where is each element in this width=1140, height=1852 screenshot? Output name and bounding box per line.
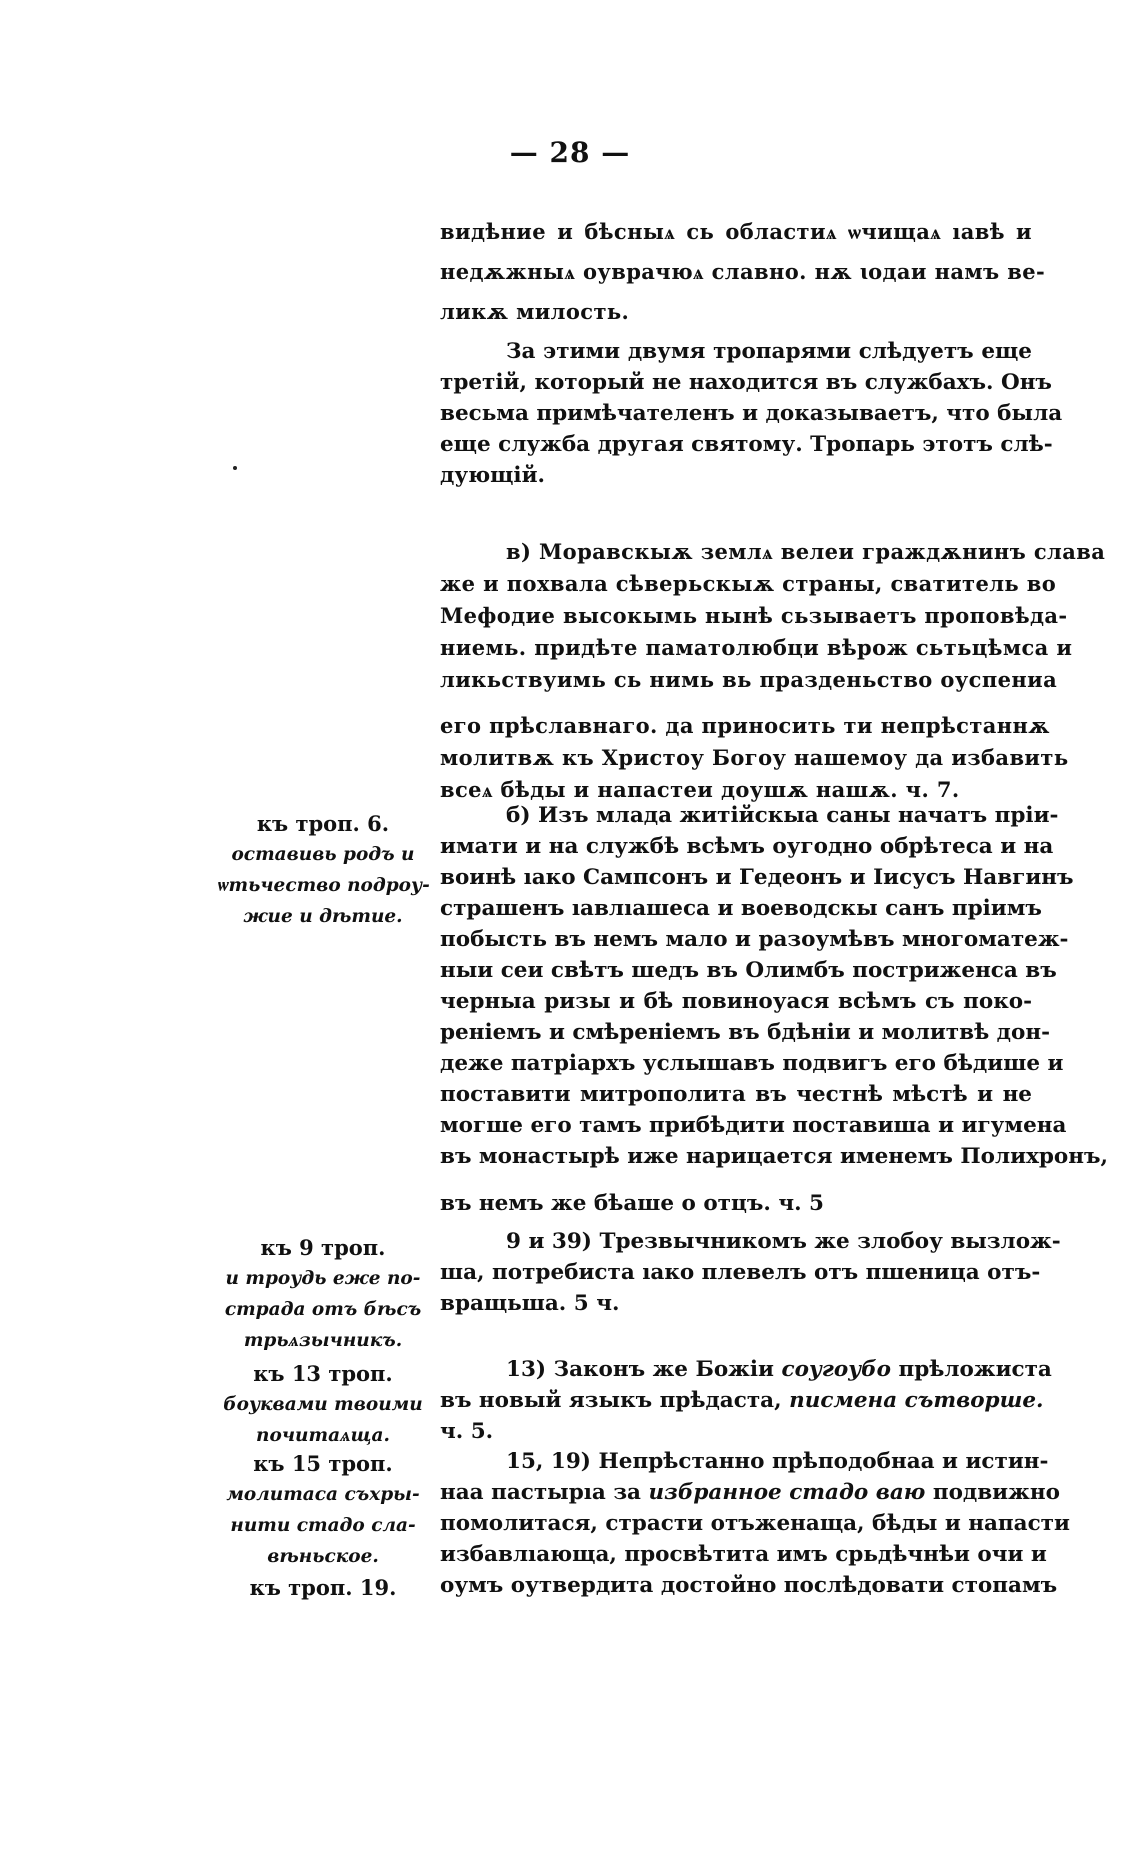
text-line: страшенъ ıавлıашеса и воеводскы санъ пріимъ xyxy=(440,896,1042,921)
text-line: За этими двумя тропарями слѣдуетъ еще xyxy=(506,339,1032,364)
text-line: въ немъ же бѣаше о отцъ. ч. 5 xyxy=(440,1191,825,1216)
text-line xyxy=(440,1354,1052,1385)
russian-paragraph-5 xyxy=(440,1446,1070,1601)
margin-note-line: вѣньское. xyxy=(267,1546,379,1567)
slavonic-troparion xyxy=(440,536,1106,806)
text-line: Мефодие высокымь нынѣ сьзываетъ проповѣда- xyxy=(440,603,1068,628)
ink-speck xyxy=(233,466,237,470)
text-line: реніемъ и смѣреніемъ въ бдѣніи и молитвѣ дон- xyxy=(440,1020,1050,1045)
text-line: избавлıающа, просвѣтита имъ срьдѣчнѣи очи и xyxy=(440,1542,1047,1567)
margin-note-heading: къ троп. 6. xyxy=(256,811,390,836)
text-run: наа пастырıа за xyxy=(440,1480,641,1505)
text-line: поставити митрополита въ честнѣ мѣстѣ и не xyxy=(440,1082,1032,1107)
text-line: в) Моравскыѫ землѧ велеи граждѫнинъ слава xyxy=(506,539,1106,564)
text-line: дующій. xyxy=(440,463,546,488)
text-line: его прѣславнаго. да приносить ти непрѣстаннѫ xyxy=(440,713,1050,738)
russian-paragraph-4 xyxy=(440,1354,1052,1447)
text-run: прѣложиста xyxy=(898,1357,1052,1382)
text-line: ниемь. придѣте паматолюбци вѣрож сьтьцѣмса и xyxy=(440,635,1073,660)
text-line: ныи сеи свѣтъ шедъ въ Олимбъ постриженса въ xyxy=(440,958,1057,983)
margin-note-line: и троудь еже по- xyxy=(225,1268,421,1289)
text-line: видѣние и бѣсныѧ сь областиѧ ѡчищаѧ ıавѣ и xyxy=(440,219,1032,244)
text-line: 15, 19) Непрѣстанно прѣподобнаа и истин- xyxy=(506,1449,1049,1474)
text-line: помолитася, страсти отъженаща, бѣды и напасти xyxy=(440,1511,1070,1536)
margin-note-line: трьѧзычникъ. xyxy=(243,1330,403,1351)
text-line: третій, который не находится въ службахъ. Онъ xyxy=(440,370,1052,395)
text-line: имати и на службѣ всѣмъ оугодно обрѣтеса и на xyxy=(440,834,1054,859)
margin-note-heading: къ 9 троп. xyxy=(260,1235,386,1260)
text-line: могше его тамъ прибѣдити поставиша и игумена xyxy=(440,1113,1067,1138)
text-line: ч. 5. xyxy=(440,1419,494,1444)
text-line: ликьствуимь сь нимь вь празденьство оуспениа xyxy=(440,667,1058,692)
text-line: побысть въ немъ мало и разоумѣвъ многоматеж- xyxy=(440,927,1069,952)
margin-note-trop-9 xyxy=(218,1232,428,1356)
text-line: весьма примѣчателенъ и доказываетъ, что была xyxy=(440,401,1063,426)
text-line: воинѣ ıако Сампсонъ и Гедеонъ и Іисусъ Навгинъ xyxy=(440,865,1074,890)
margin-note-line: боуквами твоими xyxy=(223,1394,423,1415)
margin-note-line: ѡтьчество подроу- xyxy=(218,875,430,896)
margin-note-trop-13 xyxy=(218,1358,428,1451)
text-line: деже патріархъ услышавъ подвигъ его бѣдише и xyxy=(440,1051,1064,1076)
text-line: б) Изъ млада житійскыа саны начатъ пріи- xyxy=(506,803,1059,828)
margin-note-line: страда отъ бѣсъ xyxy=(224,1299,422,1320)
text-line: оумъ оутвердита достойно послѣдовати стопамъ xyxy=(440,1573,1058,1598)
text-run: въ новый языкъ прѣдаста, xyxy=(440,1388,782,1413)
margin-note-trop-19 xyxy=(218,1572,428,1603)
russian-paragraph-1 xyxy=(440,336,1063,491)
russian-paragraph-3 xyxy=(440,1226,1061,1319)
margin-note-line: нити стадо сла- xyxy=(230,1515,416,1536)
margin-note-line: молитаса съхры- xyxy=(226,1484,420,1505)
text-line: молитвѫ къ Христоу Богоу нашемоу да избавить xyxy=(440,745,1069,770)
text-line xyxy=(440,1385,1044,1416)
text-run: 13) Законъ же Божіи xyxy=(506,1357,775,1382)
russian-paragraph-2 xyxy=(440,800,1108,1219)
italic-run: соугоубо xyxy=(781,1357,891,1382)
text-line: всеѧ бѣды и напастеи доушѫ нашѫ. ч. 7. xyxy=(440,777,960,802)
text-line xyxy=(440,1477,1060,1508)
margin-note-trop-6 xyxy=(218,808,428,932)
text-line: же и похвала сѣверьскыѫ страны, сватитель во xyxy=(440,571,1057,596)
text-line: недѫжныѧ оуврачюѧ славно. нѫ ꙇодаи намъ ве- xyxy=(440,259,1046,284)
text-line: ша, потребиста ıако плевелъ отъ пшеница отъ- xyxy=(440,1260,1041,1285)
margin-note-line: почитаѧща. xyxy=(256,1425,390,1446)
text-run: подвижно xyxy=(932,1480,1060,1505)
page-number: — 28 — xyxy=(509,136,631,169)
text-line: въ монастырѣ иже нарицается именемъ Полихронъ, xyxy=(440,1144,1108,1169)
slavonic-paragraph-1 xyxy=(440,212,1046,332)
margin-note-heading: къ 13 троп. xyxy=(253,1361,393,1386)
text-line: вращьша. 5 ч. xyxy=(440,1291,620,1316)
italic-run: избраннoе стадо ваю xyxy=(648,1480,926,1505)
text-line: еще служба другая святому. Тропарь этотъ слѣ- xyxy=(440,432,1053,457)
margin-note-heading: къ 15 троп. xyxy=(253,1451,393,1476)
margin-note-line: жие и дѣтие. xyxy=(243,906,403,927)
italic-run: писмена сътворше. xyxy=(789,1388,1044,1413)
margin-note-line: оставивь родъ и xyxy=(231,844,415,865)
text-line: черныа ризы и бѣ повиноуася всѣмъ съ поко- xyxy=(440,989,1032,1014)
text-line: 9 и 39) Трезвычникомъ же злобоу вызлож- xyxy=(506,1229,1061,1254)
margin-note-trop-15 xyxy=(218,1448,428,1572)
margin-note-heading: къ троп. 19. xyxy=(249,1575,397,1600)
text-line: ликѫ милость. xyxy=(440,299,630,324)
